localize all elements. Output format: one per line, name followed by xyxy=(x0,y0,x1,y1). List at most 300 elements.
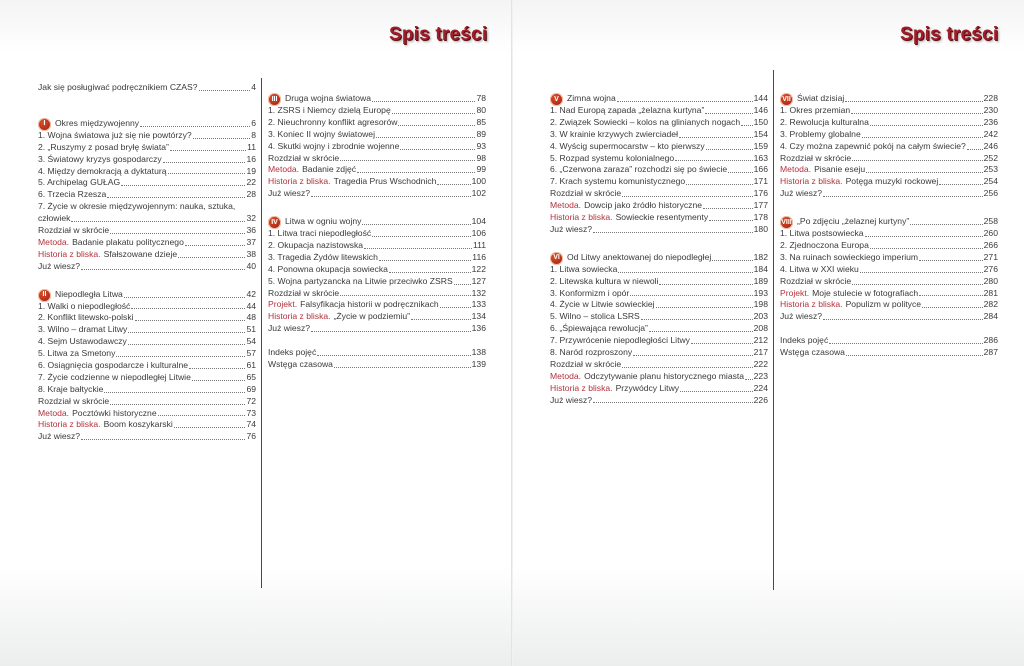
page-number: 93 xyxy=(476,140,486,151)
entry-title: Rozdział w skrócie xyxy=(780,152,852,163)
leader-dots xyxy=(357,172,475,173)
page-number: 276 xyxy=(983,263,998,274)
entry-title: Już wiesz? xyxy=(38,260,81,271)
column-divider xyxy=(261,78,262,588)
page-number: 48 xyxy=(246,312,256,323)
page-number: 36 xyxy=(246,225,256,235)
toc-entry[interactable] xyxy=(780,153,998,165)
leader-dots xyxy=(728,172,752,173)
toc-entry[interactable] xyxy=(268,228,486,240)
toc-entry[interactable] xyxy=(780,117,998,129)
leader-dots xyxy=(641,319,753,320)
entry-title: Falsyfikacja historii w podręcznikach xyxy=(300,299,439,310)
entry-title: „Życie w podziemiu” xyxy=(333,311,410,322)
leader-dots xyxy=(622,196,752,197)
toc-entry[interactable] xyxy=(780,347,998,359)
page-number: 37 xyxy=(246,236,256,247)
entry-title: 8. Kraje bałtyckie xyxy=(38,383,104,394)
leader-dots xyxy=(675,160,752,161)
chapter-heading[interactable] xyxy=(268,210,486,228)
chapter-number-badge: V xyxy=(550,93,563,106)
entry-title: Pocztówki historyczne xyxy=(72,407,157,418)
leader-dots xyxy=(845,101,982,102)
toc-entry[interactable] xyxy=(780,240,998,252)
toc-entry[interactable] xyxy=(268,347,486,359)
entry-label: Historia z bliska. xyxy=(780,299,843,310)
page-number: 116 xyxy=(472,251,486,262)
entry-title: 6. „Śpiewająca rewolucja” xyxy=(550,323,648,334)
entry-title: 5. Wojna partyzancka na Litwie przeciwko ZSRS xyxy=(268,275,453,286)
leader-dots xyxy=(593,402,753,403)
leader-dots xyxy=(174,427,246,428)
toc-entry[interactable] xyxy=(550,359,768,371)
page-number: 104 xyxy=(471,216,486,227)
leader-dots xyxy=(440,307,471,308)
leader-dots xyxy=(919,295,982,296)
leader-dots xyxy=(340,160,475,161)
toc-entry[interactable] xyxy=(780,264,998,276)
toc-entry[interactable] xyxy=(38,312,256,324)
page-number: 100 xyxy=(471,176,486,187)
entry-title: 2. Rewolucja kulturalna xyxy=(780,116,869,127)
leader-dots xyxy=(865,236,983,237)
page-number: 80 xyxy=(476,105,486,115)
page-number: 102 xyxy=(471,188,486,199)
entry-title: Badanie zdjęć xyxy=(302,164,357,175)
toc-entry[interactable] xyxy=(268,164,486,176)
toc-entry[interactable] xyxy=(780,228,998,240)
entry-title: Odczytywanie planu historycznego miasta xyxy=(584,370,745,381)
toc-entry[interactable] xyxy=(268,117,486,129)
page-number: 111 xyxy=(472,240,486,250)
page-number: 177 xyxy=(753,200,768,211)
page-number: 11 xyxy=(247,141,256,152)
page-number: 61 xyxy=(246,360,256,371)
entry-title: 1. Litwa sowiecka xyxy=(550,263,618,274)
toc-entry[interactable] xyxy=(38,225,256,237)
toc-entry[interactable] xyxy=(780,176,998,188)
entry-title: Już wiesz? xyxy=(268,188,311,199)
toc-entry[interactable] xyxy=(550,176,768,188)
leader-dots xyxy=(110,404,245,405)
entry-title: 8. Naród rozproszony xyxy=(550,347,633,358)
toc-entry[interactable] xyxy=(38,301,256,313)
page-number: 180 xyxy=(753,223,768,234)
toc-entry[interactable] xyxy=(38,348,256,360)
page-number: 19 xyxy=(246,165,256,176)
leader-dots xyxy=(709,220,752,221)
toc-entry[interactable] xyxy=(38,384,256,396)
toc-entry[interactable] xyxy=(550,371,768,383)
entry-title: 3. Światowy kryzys gospodarczy xyxy=(38,153,162,164)
entry-title: 1. Litwa traci niepodległość xyxy=(268,228,372,239)
leader-dots xyxy=(131,308,245,309)
page-number: 258 xyxy=(983,216,998,227)
toc-entry[interactable] xyxy=(780,288,998,300)
leader-dots xyxy=(170,150,246,151)
toc-entry[interactable] xyxy=(780,335,998,347)
page-number: 40 xyxy=(246,260,256,271)
toc-entry[interactable] xyxy=(550,335,768,347)
entry-title: 2. „Ruszymy z posad bryłę świata” xyxy=(38,141,169,152)
toc-entry[interactable] xyxy=(38,360,256,372)
page-number: 44 xyxy=(246,300,256,311)
leader-dots xyxy=(922,307,983,308)
chapter-title: „Po zdjęciu „żelaznej kurtyny” xyxy=(797,216,910,227)
toc-entry[interactable] xyxy=(550,200,768,212)
page-number: 198 xyxy=(753,299,768,310)
page-number: 6 xyxy=(251,117,256,128)
entry-title: 4. Życie w Litwie sowieckiej xyxy=(550,299,655,310)
entry-title: 2. Nieuchronny konflikt agresorów xyxy=(268,116,398,127)
toc-entry[interactable] xyxy=(550,264,768,276)
entry-title: Moje stulecie w fotografiach xyxy=(812,287,919,298)
toc-entry[interactable] xyxy=(550,395,768,407)
page-number: 146 xyxy=(753,105,768,115)
leader-dots xyxy=(376,137,475,138)
entry-title: 3. Na ruinach sowieckiego imperium xyxy=(780,251,919,262)
toc-entry[interactable] xyxy=(550,383,768,395)
page-number: 89 xyxy=(476,128,486,139)
chapter-number-badge: II xyxy=(38,289,51,302)
leader-dots xyxy=(364,248,472,249)
entry-title: 1. Okres przemian xyxy=(780,105,851,115)
page-number: 286 xyxy=(983,335,998,346)
page-number: 42 xyxy=(246,288,256,299)
leader-dots xyxy=(124,297,246,298)
toc-entry[interactable] xyxy=(550,224,768,236)
entry-title: Wstęga czasowa xyxy=(268,359,333,370)
page-number: 22 xyxy=(246,177,256,188)
page-number: 281 xyxy=(983,287,998,298)
leader-dots xyxy=(910,224,982,225)
toc-entry[interactable] xyxy=(268,129,486,141)
toc-entry[interactable] xyxy=(550,188,768,200)
leader-dots xyxy=(372,236,470,237)
toc-entry[interactable] xyxy=(268,311,486,323)
entry-title: Rozdział w skrócie xyxy=(268,287,340,298)
chapter-heading[interactable] xyxy=(780,210,998,228)
leader-dots xyxy=(622,367,752,368)
toc-entry[interactable] xyxy=(38,177,256,189)
page-number: 253 xyxy=(983,164,998,175)
entry-label: Projekt. xyxy=(268,299,298,310)
page-number: 246 xyxy=(983,140,998,151)
page-number: 99 xyxy=(476,164,486,175)
toc-entry[interactable] xyxy=(38,419,256,431)
entry-title: Rozdział w skrócie xyxy=(268,152,340,163)
page-number: 176 xyxy=(753,188,768,199)
toc-entry[interactable] xyxy=(38,261,256,273)
entry-title: Indeks pojęć xyxy=(780,335,829,346)
toc-entry[interactable] xyxy=(550,288,768,300)
toc-entry[interactable] xyxy=(38,372,256,384)
leader-dots xyxy=(633,355,752,356)
leader-dots xyxy=(967,149,983,150)
page-number: 230 xyxy=(983,105,998,115)
chapter-heading[interactable] xyxy=(550,246,768,264)
toc-entry[interactable] xyxy=(550,105,768,117)
chapter-title: Zimna wojna xyxy=(567,93,616,104)
page-number: 182 xyxy=(753,251,768,262)
toc-entry[interactable] xyxy=(38,249,256,261)
toc-entry[interactable] xyxy=(268,105,486,117)
entry-title: 6. Trzecia Rzesza xyxy=(38,189,107,200)
leader-dots xyxy=(192,380,246,381)
toc-entry[interactable] xyxy=(550,323,768,335)
entry-title: 4. Litwa w XXI wieku xyxy=(780,263,859,274)
toc-entry[interactable] xyxy=(268,299,486,311)
entry-title: Pisanie eseju xyxy=(814,164,866,175)
page-number: 8 xyxy=(251,129,256,140)
entry-title: 2. Litewska kultura w niewoli xyxy=(550,275,659,286)
leader-dots xyxy=(163,162,246,163)
leader-dots xyxy=(372,101,475,102)
chapter-heading[interactable] xyxy=(550,87,768,105)
toc-entry[interactable] xyxy=(780,252,998,264)
page-number: 65 xyxy=(246,371,256,382)
leader-dots xyxy=(679,137,753,138)
chapter-number-badge: VI xyxy=(550,252,563,265)
toc-entry[interactable] xyxy=(550,153,768,165)
toc-entry[interactable] xyxy=(268,288,486,300)
page-number: 78 xyxy=(476,93,486,104)
entry-label: Metoda. xyxy=(38,236,70,247)
entry-title: 4. Skutki wojny i zbrodnie wojenne xyxy=(268,140,400,151)
toc-entry[interactable] xyxy=(550,276,768,288)
leader-dots xyxy=(110,233,245,234)
toc-entry[interactable] xyxy=(38,237,256,249)
page-number: 69 xyxy=(246,383,256,394)
page-number: 54 xyxy=(246,336,256,347)
entry-title: 2. Konflikt litewsko-polski xyxy=(38,312,134,323)
toc-entry[interactable] xyxy=(38,130,256,142)
page-number: 85 xyxy=(476,116,486,127)
toc-entry[interactable] xyxy=(550,117,768,129)
toc-column xyxy=(550,87,768,406)
leader-dots xyxy=(680,391,753,392)
page-number: 57 xyxy=(246,348,256,359)
entry-title-line1: 7. Życie w okresie międzywojennym: nauka, sztuka, xyxy=(38,201,236,212)
leader-dots xyxy=(630,295,752,296)
entry-title: 1. Walki o niepodległość xyxy=(38,300,131,311)
leader-dots xyxy=(81,439,245,440)
page-number: 208 xyxy=(753,323,768,334)
toc-entry[interactable] xyxy=(268,252,486,264)
entry-title: Rozdział w skrócie xyxy=(38,395,110,406)
entry-title: Już wiesz? xyxy=(38,431,81,442)
page-number: 132 xyxy=(471,287,486,298)
page-number: 106 xyxy=(471,228,486,239)
leader-dots xyxy=(311,331,471,332)
leader-dots xyxy=(362,224,470,225)
page-number: 287 xyxy=(983,347,998,358)
chapter-number-badge: IV xyxy=(268,216,281,229)
page-number: 280 xyxy=(983,275,998,286)
page-number: 203 xyxy=(753,311,768,322)
toc-entry[interactable] xyxy=(268,141,486,153)
entry-label: Metoda. xyxy=(550,370,582,381)
page-number: 73 xyxy=(246,407,256,418)
leader-dots xyxy=(659,284,752,285)
entry-title: Już wiesz? xyxy=(780,311,823,322)
toc-entry[interactable] xyxy=(780,276,998,288)
toc-entry[interactable] xyxy=(38,154,256,166)
chapter-heading[interactable] xyxy=(38,112,256,130)
page-number: 72 xyxy=(246,395,256,406)
entry-title: Sowieckie resentymenty xyxy=(615,212,709,222)
entry-label: Historia z bliska. xyxy=(268,176,331,187)
toc-entry[interactable] xyxy=(268,188,486,200)
toc-entry[interactable] xyxy=(38,189,256,201)
entry-title: Już wiesz? xyxy=(268,323,311,334)
leader-dots xyxy=(199,90,251,91)
entry-title: Jak się posługiwać podręcznikiem CZAS? xyxy=(38,82,198,92)
entry-title: 7. Przywrócenie niepodległości Litwy xyxy=(550,335,690,346)
leader-dots xyxy=(870,248,983,249)
entry-title: Dowcip jako źródło historyczne xyxy=(584,200,703,211)
chapter-heading[interactable] xyxy=(780,87,998,105)
page-number: 16 xyxy=(246,153,256,164)
toc-column xyxy=(268,87,486,371)
page-number: 4 xyxy=(251,82,256,92)
entry-title: Wstęga czasowa xyxy=(780,347,845,358)
entry-title: Rozdział w skrócie xyxy=(550,358,622,369)
toc-entry[interactable] xyxy=(550,141,768,153)
entry-title: Już wiesz? xyxy=(780,188,823,199)
entry-title: Badanie plakatu politycznego xyxy=(72,236,184,247)
leader-dots xyxy=(846,355,983,356)
entry-title: Populizm w polityce xyxy=(845,299,922,310)
toc-entry[interactable] xyxy=(38,408,256,420)
toc-entry[interactable] xyxy=(780,164,998,176)
leader-dots xyxy=(193,138,251,139)
page-number: 38 xyxy=(246,248,256,259)
page-number: 266 xyxy=(983,240,998,250)
page-number: 282 xyxy=(983,299,998,310)
leader-dots xyxy=(379,260,471,261)
page-number: 136 xyxy=(471,323,486,334)
page-number: 222 xyxy=(753,358,768,369)
entry-title: 6. Osiągnięcia gospodarcze i kulturalne xyxy=(38,360,189,371)
toc-entry[interactable] xyxy=(38,324,256,336)
page-number: 159 xyxy=(753,140,768,151)
chapter-title: Druga wojna światowa xyxy=(285,93,371,104)
page-number: 134 xyxy=(471,311,486,322)
toc-entry-intro[interactable] xyxy=(38,82,256,94)
toc-entry[interactable] xyxy=(268,176,486,188)
leader-dots xyxy=(823,196,983,197)
page-number: 228 xyxy=(983,93,998,104)
toc-entry[interactable] xyxy=(38,142,256,154)
chapter-heading[interactable] xyxy=(38,283,256,301)
page-number: 150 xyxy=(753,116,768,127)
entry-label: Metoda. xyxy=(268,164,300,175)
entry-label: Historia z bliska. xyxy=(268,311,331,322)
toc-entry[interactable] xyxy=(780,299,998,311)
page-number: 184 xyxy=(753,263,768,274)
chapter-title: Niepodległa Litwa xyxy=(55,288,123,299)
page-number: 76 xyxy=(246,431,256,442)
leader-dots xyxy=(392,113,476,114)
entry-title: Sfałszowane dzieje xyxy=(103,248,178,259)
toc-entry[interactable] xyxy=(38,201,256,225)
toc-entry[interactable] xyxy=(38,396,256,408)
toc-entry[interactable] xyxy=(38,431,256,443)
entry-title: 4. Sejm Ustawodawczy xyxy=(38,336,127,347)
chapter-heading[interactable] xyxy=(268,87,486,105)
page-number: 171 xyxy=(753,176,768,187)
entry-title: Indeks pojęć xyxy=(268,347,317,358)
leader-dots xyxy=(870,125,983,126)
leader-dots xyxy=(705,113,752,114)
toc-entry[interactable] xyxy=(550,164,768,176)
leader-dots xyxy=(317,355,470,356)
page-number: 271 xyxy=(983,251,998,262)
page-title: Spis treści xyxy=(900,24,999,45)
page-number: 189 xyxy=(753,275,768,286)
toc-entry[interactable] xyxy=(550,299,768,311)
toc-entry[interactable] xyxy=(780,141,998,153)
leader-dots xyxy=(389,272,471,273)
page-number: 127 xyxy=(471,275,486,286)
toc-entry[interactable] xyxy=(38,336,256,348)
toc-entry[interactable] xyxy=(268,359,486,371)
leader-dots xyxy=(71,221,245,222)
toc-entry[interactable] xyxy=(780,311,998,323)
leader-dots xyxy=(311,196,471,197)
entry-title: 3. W krainie krzywych zwierciadeł xyxy=(550,128,678,139)
toc-entry[interactable] xyxy=(268,264,486,276)
page-number: 163 xyxy=(753,152,768,163)
toc-entry[interactable] xyxy=(550,212,768,224)
page-number: 242 xyxy=(983,128,998,139)
page-number: 236 xyxy=(983,116,998,127)
toc-entry[interactable] xyxy=(780,105,998,117)
toc-entry[interactable] xyxy=(268,323,486,335)
entry-title: 7. Krach systemu komunistycznego xyxy=(550,176,686,187)
toc-entry[interactable] xyxy=(780,129,998,141)
leader-dots xyxy=(104,392,245,393)
toc-entry[interactable] xyxy=(550,129,768,141)
page-number: 254 xyxy=(983,176,998,187)
toc-entry[interactable] xyxy=(38,166,256,178)
leader-dots xyxy=(81,269,245,270)
toc-entry[interactable] xyxy=(268,153,486,165)
entry-title: 1. Wojna światowa już się nie powtórzy? xyxy=(38,129,192,140)
entry-title: 2. Zjednoczona Europa xyxy=(780,240,869,250)
toc-entry[interactable] xyxy=(268,276,486,288)
entry-label: Historia z bliska. xyxy=(550,212,613,222)
entry-title: 6. „Czerwona zaraza” rozchodzi się po świecie xyxy=(550,164,728,175)
leader-dots xyxy=(852,284,982,285)
toc-entry[interactable] xyxy=(268,240,486,252)
leader-dots xyxy=(128,332,245,333)
entry-title: 1. Litwa postsowiecka xyxy=(780,228,864,239)
toc-entry[interactable] xyxy=(550,347,768,359)
leader-dots xyxy=(860,272,983,273)
chapter-title: Od Litwy anektowanej do niepodległej xyxy=(567,251,712,262)
toc-entry[interactable] xyxy=(550,311,768,323)
leader-dots xyxy=(437,184,470,185)
chapter-title: Okres międzywojenny xyxy=(55,117,140,128)
toc-entry[interactable] xyxy=(780,188,998,200)
leader-dots xyxy=(712,260,752,261)
leader-dots xyxy=(398,125,475,126)
page-number: 98 xyxy=(476,152,486,163)
page-title: Spis treści xyxy=(389,24,488,45)
entry-title: Już wiesz? xyxy=(550,394,593,405)
